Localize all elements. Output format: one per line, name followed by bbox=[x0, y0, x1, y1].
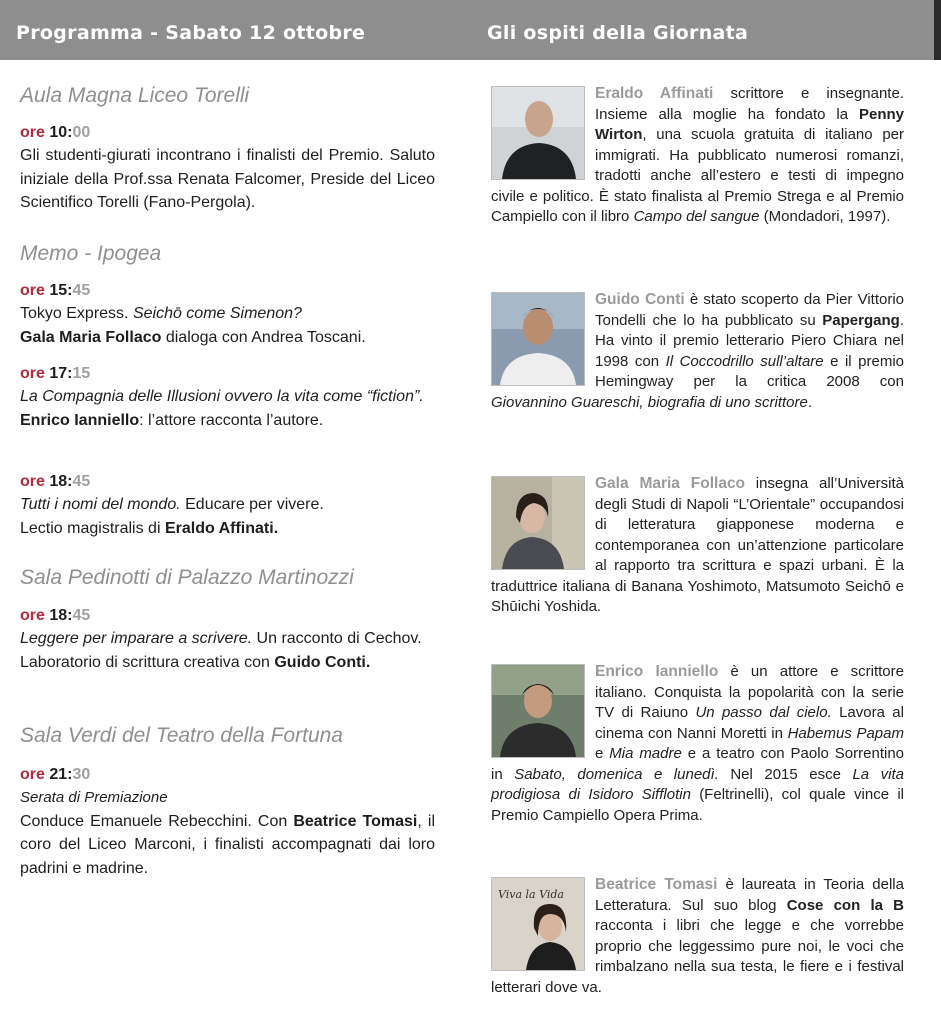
program-event bbox=[20, 121, 435, 215]
guest-card bbox=[491, 875, 904, 998]
guest-card bbox=[491, 84, 904, 228]
guest-name: Beatrice Tomasi bbox=[293, 812, 418, 830]
bio-text: (Feltrinelli), col quale vince il Premio Campiello Opera Prima. bbox=[491, 786, 904, 824]
ore-label: ore bbox=[20, 365, 45, 382]
guest-name: Guido Conti. bbox=[274, 653, 371, 671]
event-text: dialoga con Andrea Toscani. bbox=[161, 328, 366, 346]
guest-photo bbox=[491, 476, 585, 570]
guest-photo bbox=[491, 877, 585, 971]
bio-text: . Ha vinto il premio letterario Piero Chiara nel 1998 con bbox=[595, 311, 904, 370]
bio-italic: Mia madre bbox=[609, 745, 682, 762]
time-hour: 10: bbox=[49, 124, 73, 141]
event-title: Leggere per imparare a scrivere. bbox=[20, 630, 253, 647]
guest-name: Beatrice Tomasi bbox=[595, 876, 718, 893]
guests-title: Gli ospiti della Giornata bbox=[487, 22, 749, 44]
venue-heading: Memo - Ipogea bbox=[20, 242, 162, 265]
program-event bbox=[20, 763, 435, 880]
guest-card bbox=[491, 474, 904, 618]
guest-name: Enrico Ianniello bbox=[595, 663, 719, 680]
guest-card bbox=[491, 662, 904, 826]
bio-text: è laureata in Teoria della Letteratura. Sul suo blog bbox=[595, 876, 904, 914]
bio-text: e a teatro con Paolo Sorrentino in bbox=[491, 745, 905, 783]
bio-text: insegna all’Università degli Studi di Napoli “L’Orientale” occupandosi di letteratura giapponese moderna e contemporanea con un’attenzione particolare al rapporto tra scrittura e spazi urbani. È la traduttrice italiana di Banana Yoshimoto, Matsumoto Seichō e Shūichi Yoshida. bbox=[491, 475, 904, 615]
program-event bbox=[20, 362, 435, 432]
guest-name: Guido Conti bbox=[595, 291, 685, 308]
guest-photo bbox=[491, 86, 585, 180]
event-description bbox=[20, 493, 435, 517]
bio-italic: La vita prodigiosa di Isidoro Sifflotin bbox=[491, 765, 904, 803]
event-text: Laboratorio di scrittura creativa con bbox=[20, 653, 275, 671]
event-description bbox=[20, 326, 435, 350]
event-title: Tutti i nomi del mondo. bbox=[20, 496, 181, 513]
bio-italic: Sabato, domenica e lunedì. bbox=[514, 765, 719, 783]
bio-bold: Papergang bbox=[822, 311, 900, 329]
event-text: Tokyo Express. bbox=[20, 305, 133, 322]
bio-text: e bbox=[595, 745, 610, 762]
bio-text: e il premio Hemingway per la critica 2008 con bbox=[595, 352, 904, 390]
time-minutes: 30 bbox=[72, 766, 91, 783]
header-edge bbox=[934, 0, 941, 60]
guest-name: Enrico Ianniello bbox=[20, 411, 140, 429]
time-minutes: 00 bbox=[72, 124, 91, 141]
event-description bbox=[20, 409, 435, 433]
event-description bbox=[20, 517, 435, 541]
guest-name: Eraldo Affinati. bbox=[164, 519, 279, 537]
bio-text: . bbox=[807, 393, 813, 411]
bio-text: Nel 2015 esce bbox=[718, 765, 853, 783]
venue-heading: Aula Magna Liceo Torelli bbox=[20, 84, 250, 107]
event-text: Educare per vivere. bbox=[180, 496, 324, 513]
time-hour: 21: bbox=[49, 766, 73, 783]
time-hour: 17: bbox=[49, 365, 73, 382]
time-minutes: 45 bbox=[72, 607, 91, 624]
guest-name: Gala Maria Follaco bbox=[595, 475, 746, 492]
ore-label: ore bbox=[20, 124, 45, 141]
event-time bbox=[20, 763, 435, 786]
venue-heading: Sala Verdi del Teatro della Fortuna bbox=[20, 724, 343, 747]
bio-italic: Campo del sangue bbox=[633, 208, 760, 225]
header-bar bbox=[0, 0, 941, 60]
event-time bbox=[20, 362, 435, 385]
event-description bbox=[20, 651, 435, 675]
program-event bbox=[20, 470, 435, 540]
time-hour: 18: bbox=[49, 607, 73, 624]
guest-name: Gala Maria Follaco bbox=[20, 328, 162, 346]
bio-italic: Giovannino Guareschi, biografia di uno scrittore bbox=[491, 393, 808, 411]
event-title: La Compagnia delle Illusioni ovvero la vita come “fiction”. bbox=[20, 388, 424, 405]
guest-card bbox=[491, 290, 904, 413]
event-time bbox=[20, 279, 435, 302]
bio-text: , una scuola gratuita di italiano per immigrati. Ha pubblicato numerosi romanzi, tradotti anche all’estero e testi di impegno civile e politico. È stato finalista al Premio Strega e al Premio Campiello con il libro bbox=[491, 126, 904, 225]
bio-text: (Mondadori, 1997). bbox=[759, 208, 891, 225]
program-title: Programma - Sabato 12 ottobre bbox=[16, 22, 366, 44]
time-minutes: 45 bbox=[72, 282, 91, 299]
event-time bbox=[20, 121, 435, 144]
guest-photo bbox=[491, 292, 585, 386]
bio-italic: Habemus Papam bbox=[787, 724, 904, 742]
event-description bbox=[20, 302, 435, 326]
bio-text: è stato scoperto da Pier Vittorio Tondelli che lo ha pubblicato su bbox=[595, 291, 905, 329]
venue-heading: Sala Pedinotti di Palazzo Martinozzi bbox=[20, 566, 354, 589]
time-hour: 15: bbox=[49, 282, 73, 299]
event-text: , il coro del Liceo Marconi, i finalisti accompagnati dai loro padrini e madrine. bbox=[20, 812, 435, 877]
ore-label: ore bbox=[20, 607, 45, 624]
program-event bbox=[20, 604, 435, 674]
guest-name: Eraldo Affinati bbox=[595, 85, 714, 102]
time-minutes: 45 bbox=[72, 473, 91, 490]
event-description bbox=[20, 627, 435, 651]
event-title: Seichō come Simenon? bbox=[132, 305, 302, 322]
photo-wall-text: Viva la Vida bbox=[498, 888, 564, 901]
program-event bbox=[20, 279, 435, 349]
bio-bold: Penny Wirton bbox=[595, 105, 904, 143]
event-text: Conduce Emanuele Rebecchini. Con bbox=[20, 812, 294, 830]
event-time bbox=[20, 604, 435, 627]
time-hour: 18: bbox=[49, 473, 73, 490]
ore-label: ore bbox=[20, 766, 45, 783]
bio-text: è un attore e scrittore italiano. Conquista la popolarità con la serie TV di Raiuno bbox=[595, 663, 904, 721]
bio-bold: Cose con la B bbox=[786, 896, 904, 914]
bio-italic: Il Coccodrillo sull’altare bbox=[665, 352, 824, 370]
event-text: : l’attore racconta l’autore. bbox=[139, 411, 324, 429]
bio-text: Lavora al cinema con Nanni Moretti in bbox=[595, 704, 904, 742]
time-minutes: 15 bbox=[72, 365, 91, 382]
bio-text: scrittore e insegnante. Insieme alla moglie ha fondato la bbox=[595, 85, 904, 123]
ore-label: ore bbox=[20, 473, 45, 490]
event-text: Un racconto di Cechov. bbox=[252, 630, 422, 647]
event-time bbox=[20, 470, 435, 493]
bio-italic: Un passo dal cielo. bbox=[695, 704, 832, 721]
guest-photo bbox=[491, 664, 585, 758]
bio-text: racconta i libri che legge e che vorrebbe proprio che leggessimo pure noi, le voci che rimbalzano nella sua testa, le fiere e i festival letterari dove va. bbox=[491, 917, 904, 996]
event-description bbox=[20, 810, 435, 881]
ore-label: ore bbox=[20, 282, 45, 299]
event-description: Gli studenti-giurati incontrano i finalisti del Premio. Saluto iniziale della Prof.ssa Renata Falcomer, Preside del Liceo Scientifico Torelli (Fano-Pergola). bbox=[20, 147, 435, 211]
event-title: Serata di Premiazione bbox=[20, 789, 168, 806]
event-text: Lectio magistralis di bbox=[20, 519, 165, 537]
